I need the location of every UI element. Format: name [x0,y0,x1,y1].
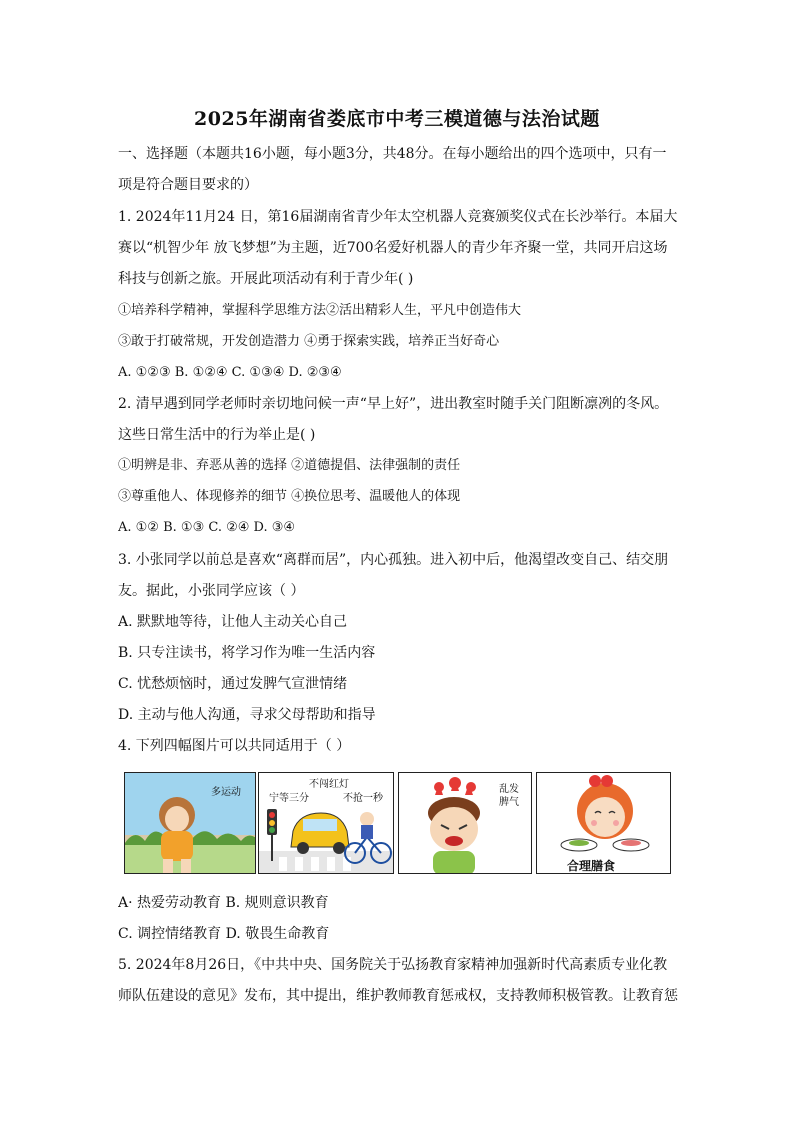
q1-options: A. ①②③ B. ①②④ C. ①③④ D. ②③④ [118,365,342,380]
page-title: 2025年湖南省娄底市中考三模道德与法治试题 [194,108,600,130]
q4-stem: 4. 下列四幅图片可以共同适用于（ ） [118,738,351,754]
q2-stem-line2: 这些日常生活中的行为举止是( ) [118,427,316,443]
q4-options-ab: A· 热爱劳动教育 B. 规则意识教育 [118,895,329,911]
panel-caption-wait: 宁等三分 [269,793,309,804]
diet-illustration [536,772,671,874]
q5-stem-line1: 5. 2024年8月26日，《中共中央、国务院关于弘扬教育家精神加强新时代高素质专业化教 [118,957,668,973]
q1-stem-line3: 科技与创新之旅。开展此项活动有利于青少年( ) [118,271,414,287]
q4-image-strip [124,772,671,876]
q1-stem-line2: 赛以“机智少年 放飞梦想”为主题，近700名爱好机器人的青少年齐聚一堂，共同开启这场 [118,240,668,256]
q1-statement-1-2: ①培养科学精神，掌握科学思维方法②活出精彩人生，平凡中创造伟大 [118,303,522,318]
q3-stem-line2: 友。据此，小张同学应该（ ） [118,583,305,599]
q3-option-d: D. 主动与他人沟通，寻求父母帮助和指导 [118,707,376,723]
q3-stem-line1: 3. 小张同学以前总是喜欢“离群而居”，内心孤独。进入初中后，他渴望改变自己、结交朋 [118,552,669,568]
panel-caption-temper: 乱发脾气 [499,784,519,808]
q2-options: A. ①② B. ①③ C. ②④ D. ③④ [118,520,296,535]
section-heading-line1: 一、选择题（本题共16小题，每小题3分，共48分。在每小题给出的四个选项中，只有一 [118,146,667,162]
exercise-illustration [124,772,256,874]
traffic-illustration [258,772,394,874]
panel-caption-diet: 合理膳食 [567,859,616,873]
q3-option-c: C. 忧愁烦恼时，通过发脾气宣泄情绪 [118,676,348,692]
panel-caption-exercise: 多运动 [211,787,241,798]
section-heading-line2: 项是符合题目要求的） [118,177,258,193]
temper-illustration [398,772,532,874]
q5-stem-line2: 师队伍建设的意见》发布，其中提出，维护教师教育惩戒权，支持教师积极管教。让教育惩 [118,988,678,1004]
panel-caption-no-red-light: 不闯红灯 [309,779,349,790]
q3-option-a: A. 默默地等待，让他人主动关心自己 [118,614,348,630]
q1-statement-3-4: ③敢于打破常规，开发创造潜力 ④勇于探索实践，培养正当好奇心 [118,334,500,349]
q2-stem-line1: 2. 清早遇到同学老师时亲切地问候一声“早上好”，进出教室时随手关门阻断凛冽的冬风。 [118,396,669,412]
q2-statement-1-2: ①明辨是非、弃恶从善的选择 ②道德提倡、法律强制的责任 [118,458,461,473]
q3-option-b: B. 只专注读书，将学习作为唯一生活内容 [118,645,376,661]
panel-caption-no-rush: 不抢一秒 [343,793,383,804]
q2-statement-3-4: ③尊重他人、体现修养的细节 ④换位思考、温暖他人的体现 [118,489,461,504]
q4-options-cd: C. 调控情绪教育 D. 敬畏生命教育 [118,926,330,942]
q1-stem-line1: 1. 2024年11月24 日，第16届湖南省青少年太空机器人竞赛颁奖仪式在长沙举行。本届大 [118,209,678,225]
